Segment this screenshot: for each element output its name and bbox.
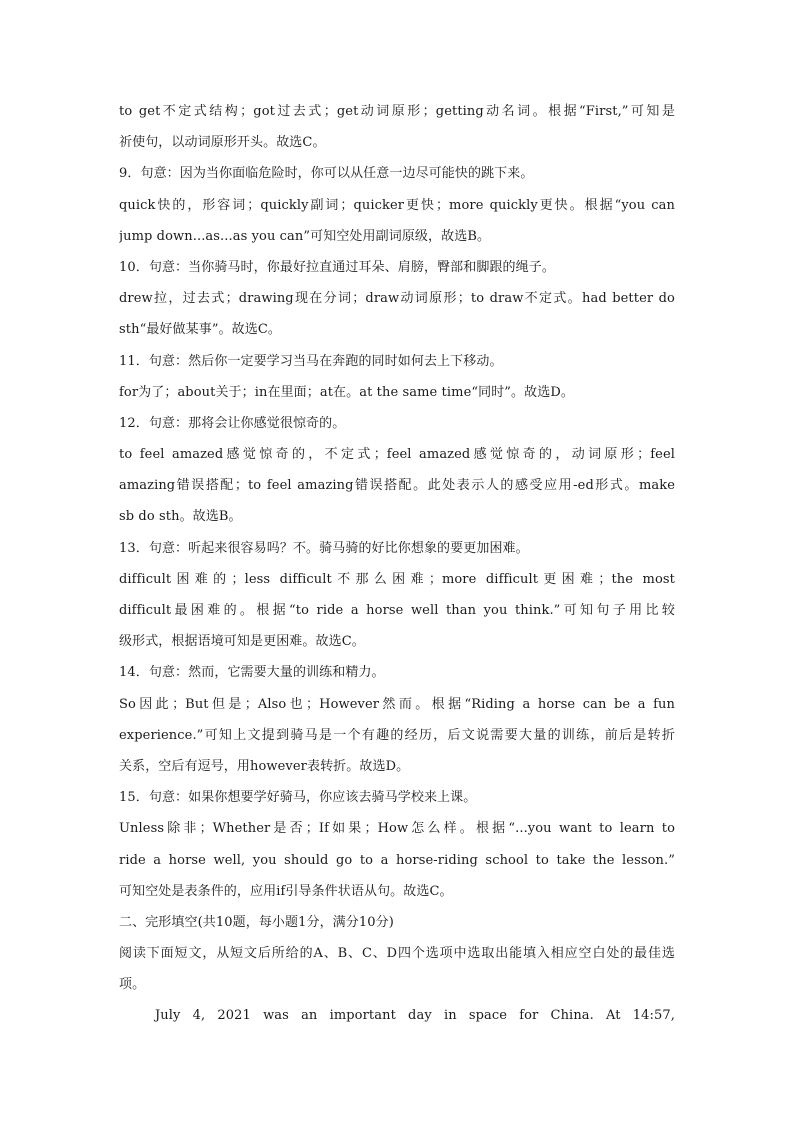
question-15-explanation-3: 可知空处是表条件的，应用if引导条件状语从句。故选C。 [119,883,453,899]
question-12-explanation-1: to feel amazed感觉惊奇的，不定式；feel amazed感觉惊奇的，动词原形；feel [119,447,675,463]
question-13-translation: 13．句意：听起来很容易吗？不。骑马骑的好比你想象的要更加困难。 [119,540,529,556]
question-11-explanation: for为了；about关于；in在里面；at在。at the same time“同时”。故选D。 [119,384,574,400]
text-line-2: 祈使句，以动词原形开头。故选C。 [119,135,326,151]
passage-first-line: July 4, 2021 was an important day in space for China. At 14:57, [155,1008,675,1024]
question-10-explanation-2: sth“最好做某事”。故选C。 [119,322,282,338]
question-14-explanation-2: experience.”可知上文提到骑马是一个有趣的经历，后文说需要大量的训练，前后是转折 [119,727,675,743]
question-11-translation: 11．句意：然后你一定要学习当马在奔跑的同时如何去上下移动。 [119,353,503,369]
question-10-explanation-1: drew拉，过去式；drawing现在分词；draw动词原形；to draw不定式。had better do [119,291,675,307]
question-12-translation: 12．句意：那将会让你感觉很惊奇的。 [119,415,346,431]
question-12-explanation-2: amazing错误搭配；to feel amazing错误搭配。此处表示人的感受应用-ed形式。make [119,478,675,494]
section-heading-cloze: 二、完形填空(共10题，每小题1分，满分10分) [119,914,394,930]
question-10-translation: 10．句意：当你骑马时，你最好拉直通过耳朵、肩膀，臀部和脚跟的绳子。 [119,259,555,275]
question-9-explanation-1: quick快的，形容词；quickly副词；quicker更快；more quickly更快。根据“you can [119,197,675,213]
question-12-explanation-3: sb do sth。故选B。 [119,509,242,525]
question-9-explanation-2: jump down...as...as you can”可知空处用副词原级，故选B。 [119,228,491,244]
document-page [119,96,675,1032]
text-line-1: to get不定式结构；got过去式；get动词原形；getting动名词。根据“First,”可知是 [119,104,675,119]
cloze-instructions-1: 阅读下面短文，从短文后所给的A、B、C、D四个选项中选取出能填入相应空白处的最佳选 [119,946,675,962]
question-14-explanation-3: 关系，空后有逗号，用however表转折。故选D。 [119,758,410,774]
cloze-instructions-2: 项。 [119,977,146,993]
question-13-explanation-3: 级形式，根据语境可知是更困难。故选C。 [119,634,365,650]
question-14-explanation-1: So因此；But但是；Also也；However然而。根据“Riding a horse can be a fun [119,696,675,712]
question-15-explanation-2: ride a horse well, you should go to a horse-riding school to take the lesson.” [119,852,675,868]
question-15-explanation-1: Unless除非；Whether是否；If如果；How怎么样。根据“...you want to learn to [119,821,675,837]
question-15-translation: 15．句意：如果你想要学好骑马，你应该去骑马学校来上课。 [119,790,477,806]
question-13-explanation-2: difficult最困难的。根据“to ride a horse well than you think.”可知句子用比较 [119,603,675,618]
question-13-explanation-1: difficult困难的；less difficult不那么困难；more difficult更困难；the most [119,571,675,587]
question-9-translation: 9．句意：因为当你面临危险时，你可以从任意一边尽可能快的跳下来。 [119,166,534,182]
question-14-translation: 14．句意：然而，它需要大量的训练和精力。 [119,665,385,681]
